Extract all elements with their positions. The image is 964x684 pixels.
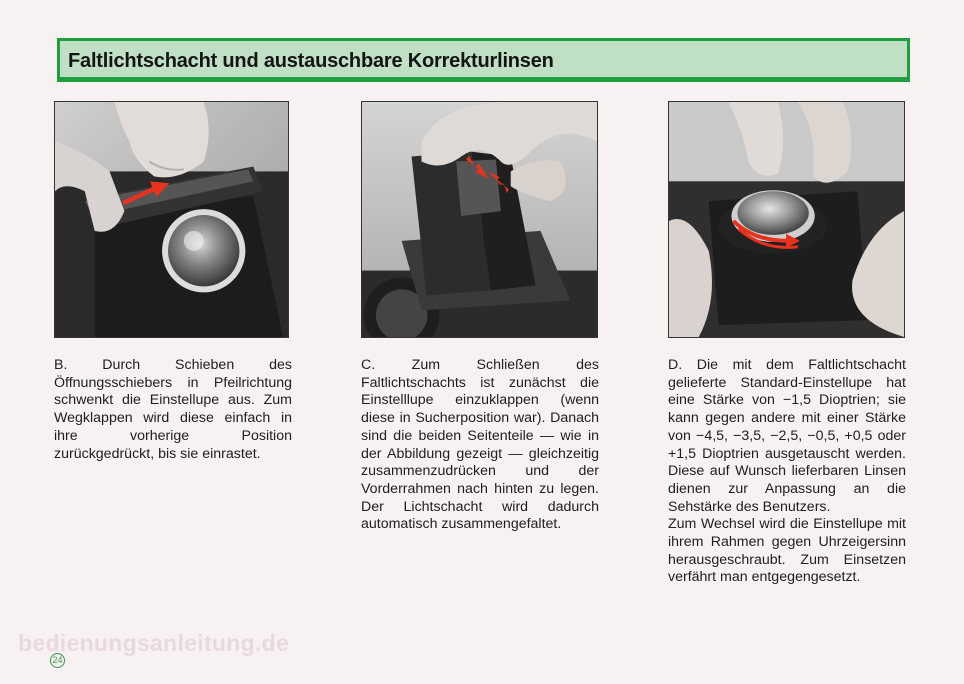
section-title: Faltlichtschacht und austauschbare Korrekturlinsen [68, 50, 554, 72]
instruction-text-c [361, 357, 599, 534]
photo-magnifier-swing-out [54, 101, 289, 338]
page-number: 24 [50, 653, 65, 668]
photo-folding-hood-close [361, 101, 598, 338]
watermark: bedienungsanleitung.de [18, 630, 290, 656]
section-header [57, 38, 910, 82]
instruction-text-d [668, 357, 906, 587]
paragraph: B. Durch Schieben des Öffnungsschiebers in Pfeilrichtung schwenkt die Einstellupe aus. Zum Wegklappen wird diese einfach in ihre vorherige Position zurückgedrückt, bis sie einrastet. [54, 357, 292, 462]
paragraph: C. Zum Schließen des Faltlichtschachts ist zunächst die Einstelllupe einzuklappen (wenn diese in Sucherposition war). Danach sind die beiden Seitenteile — wie in der Abbildung gezeigt — gleichzeitig zusammenzudrücken und der Vorderrahmen nach hinten zu legen. Der Lichtschacht wird dadurch automatisch zusammengefaltet. [361, 357, 599, 533]
paragraph: Zum Wechsel wird die Einstellupe mit ihrem Rahmen gegen Uhrzeigersinn herausgeschraubt. Zum Einsetzen verfährt man entgegengesetzt. [668, 516, 906, 586]
instruction-text-b [54, 357, 292, 463]
photo-lens-unscrew [668, 101, 905, 338]
paragraph: D. Die mit dem Faltlichtschacht gelieferte Standard-Einstellupe hat eine Stärke von −1,5 Dioptrien; sie kann gegen andere mit einer Stärke von −4,5, −3,5, −2,5, −0,5, +0,5 oder +1,5 Dioptrien ausgetauscht werden. Diese auf Wunsch lieferbaren Linsen dienen zur Anpassung an die Sehstärke des Benutzers. [668, 357, 906, 515]
